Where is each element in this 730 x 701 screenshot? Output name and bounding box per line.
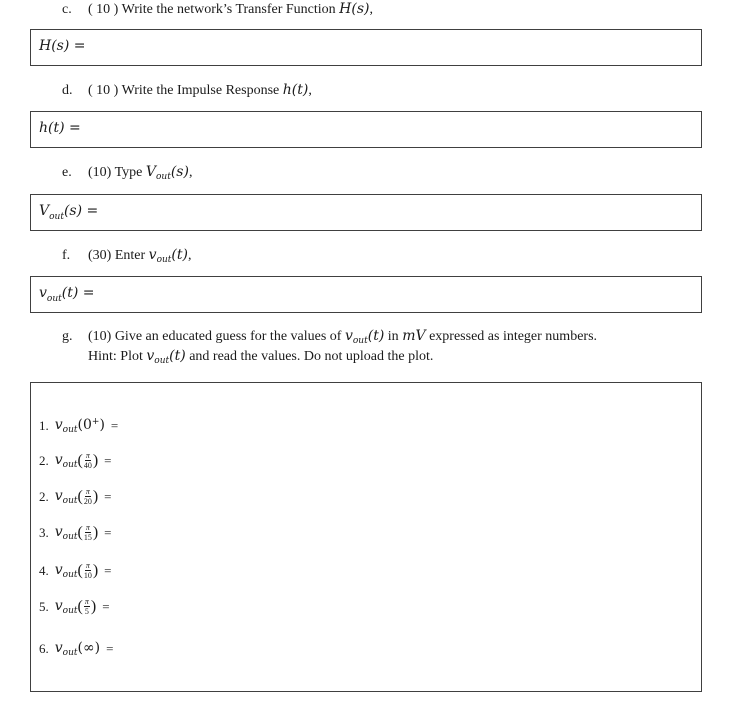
- math-expr: [55, 524, 78, 542]
- question-f: [62, 246, 191, 269]
- value-row-3: [39, 487, 112, 506]
- question-text: (10) Give an educated guess for the values of: [88, 329, 345, 344]
- math-tail: (t): [367, 328, 385, 344]
- equals: =: [104, 488, 112, 504]
- frac-den: 20: [83, 497, 92, 506]
- row-number: 2.: [39, 452, 49, 468]
- paren: (: [77, 451, 83, 469]
- transfer-function-input[interactable]: [111, 34, 693, 62]
- question-letter: f.: [62, 248, 71, 263]
- question-letter: g.: [62, 329, 73, 344]
- question-c: [62, 0, 373, 19]
- question-text: ( 10 ) Write the network’s Transfer Function: [88, 2, 340, 17]
- math-sub: out: [49, 211, 64, 222]
- question-e: [62, 163, 192, 186]
- math-sub: out: [62, 648, 78, 658]
- math-base: v: [54, 451, 63, 468]
- value-row-1: [39, 417, 118, 435]
- answer-label: H(s) =: [39, 38, 86, 54]
- math-tail: (t): [171, 247, 188, 263]
- math-tail: (s) =: [63, 203, 99, 219]
- math-sub: out: [46, 293, 62, 304]
- math-sub: out: [62, 425, 78, 435]
- punct: ,: [369, 2, 373, 17]
- math-expr: [149, 247, 188, 263]
- paren: ): [92, 523, 99, 541]
- paren: (: [77, 561, 83, 579]
- question-text: (10) Type: [88, 165, 146, 180]
- row-number: 6.: [39, 641, 49, 656]
- paren: ): [92, 451, 99, 469]
- paren: (: [77, 523, 83, 541]
- math-base: v: [54, 417, 63, 433]
- impulse-response-answer-box: [30, 111, 702, 148]
- math-tail: (s): [170, 164, 189, 180]
- row-number: 4.: [39, 562, 49, 578]
- math-arg: ): [94, 640, 101, 656]
- answer-label: [39, 285, 95, 304]
- unit: mV: [402, 328, 426, 344]
- math-sub: out: [155, 172, 171, 182]
- math-sub: out: [154, 356, 170, 366]
- frac-den: 5: [84, 607, 89, 616]
- frac-den: 40: [83, 461, 92, 470]
- frac-num: π: [85, 561, 90, 570]
- punct: ,: [188, 165, 193, 180]
- equals: =: [102, 598, 110, 614]
- fraction: [84, 451, 92, 470]
- math-base: V: [145, 164, 156, 180]
- math-arg: (∞: [77, 640, 95, 656]
- question-d: [62, 81, 312, 100]
- question-text: ( 10 ) Write the Impulse Response: [88, 83, 283, 98]
- vout-s-answer-box: [30, 194, 702, 231]
- math-sub: out: [352, 336, 368, 346]
- math-expr: [345, 328, 384, 344]
- math-base: v: [54, 561, 63, 578]
- math-expr: [146, 348, 185, 364]
- vout-t-input[interactable]: [111, 281, 693, 309]
- question-text: expressed as integer numbers.: [425, 329, 598, 344]
- row-number: 5.: [39, 598, 49, 614]
- impulse-response-input[interactable]: [111, 116, 693, 144]
- math-tail: (t) =: [61, 285, 95, 301]
- math-base: v: [39, 285, 47, 301]
- math-sub: out: [62, 459, 78, 470]
- equals: =: [104, 452, 112, 468]
- frac-den: 10: [83, 571, 92, 580]
- punct: ,: [187, 248, 192, 263]
- frac-num: π: [85, 487, 90, 496]
- math-expr: H(s): [339, 1, 370, 17]
- math-base: v: [54, 640, 63, 656]
- math-sub: out: [62, 605, 78, 616]
- question-letter: e.: [62, 165, 72, 180]
- frac-num: π: [85, 451, 90, 460]
- math-base: v: [148, 247, 157, 263]
- math-expr: h(t): [282, 82, 309, 98]
- question-letter: d.: [62, 83, 73, 98]
- equals: =: [110, 418, 119, 433]
- question-text: in: [384, 329, 403, 344]
- frac-num: π: [84, 597, 89, 606]
- math-arg: ): [99, 417, 105, 433]
- value-row-4: [39, 523, 112, 542]
- paren: (: [77, 597, 83, 615]
- math-tail: (t): [169, 348, 186, 364]
- math-expr: [55, 417, 105, 435]
- fraction: [84, 487, 92, 506]
- row-number: 3.: [39, 524, 49, 540]
- math-expr: [55, 452, 78, 470]
- math-expr: [55, 598, 78, 616]
- fraction: [84, 597, 90, 616]
- math-base: v: [54, 597, 63, 614]
- paren: ): [92, 487, 99, 505]
- math-base: v: [54, 523, 63, 540]
- math-sup: +: [91, 417, 100, 427]
- frac-num: π: [85, 523, 90, 532]
- math-base: V: [39, 203, 50, 219]
- fraction: [84, 561, 92, 580]
- vout-s-input[interactable]: [111, 199, 693, 227]
- equals: =: [106, 641, 114, 656]
- question-g-hint: [88, 347, 433, 370]
- hint-text: and read the values. Do not upload the plot.: [185, 349, 434, 364]
- frac-den: 15: [83, 533, 92, 542]
- math-sub: out: [156, 255, 172, 265]
- math-expr: [55, 488, 78, 506]
- paren: ): [92, 561, 99, 579]
- math-sub: out: [62, 531, 78, 542]
- question-letter: c.: [62, 2, 72, 17]
- value-row-7: [39, 640, 113, 658]
- answer-label: [39, 203, 98, 222]
- equals: =: [104, 562, 112, 578]
- paren: (: [77, 487, 83, 505]
- math-expr: [55, 640, 100, 658]
- punct: ,: [308, 83, 312, 98]
- question-text: (30) Enter: [88, 248, 149, 263]
- paren: ): [90, 597, 97, 615]
- math-base: v: [146, 348, 155, 364]
- math-expr: [146, 164, 189, 180]
- value-row-6: [39, 597, 110, 616]
- answer-label: h(t) =: [39, 120, 81, 136]
- row-number: 1.: [39, 418, 49, 433]
- math-sub: out: [62, 495, 78, 506]
- values-answer-box[interactable]: [30, 382, 702, 692]
- math-sub: out: [62, 569, 78, 580]
- row-number: 2.: [39, 488, 49, 504]
- math-arg: (0: [77, 417, 92, 433]
- value-row-2: [39, 451, 112, 470]
- math-base: v: [54, 487, 63, 504]
- equals: =: [104, 524, 112, 540]
- transfer-function-answer-box: [30, 29, 702, 66]
- value-row-5: [39, 561, 112, 580]
- vout-t-answer-box: [30, 276, 702, 313]
- math-expr: [55, 562, 78, 580]
- hint-text: Hint: Plot: [88, 349, 147, 364]
- fraction: [84, 523, 92, 542]
- math-base: v: [344, 328, 353, 344]
